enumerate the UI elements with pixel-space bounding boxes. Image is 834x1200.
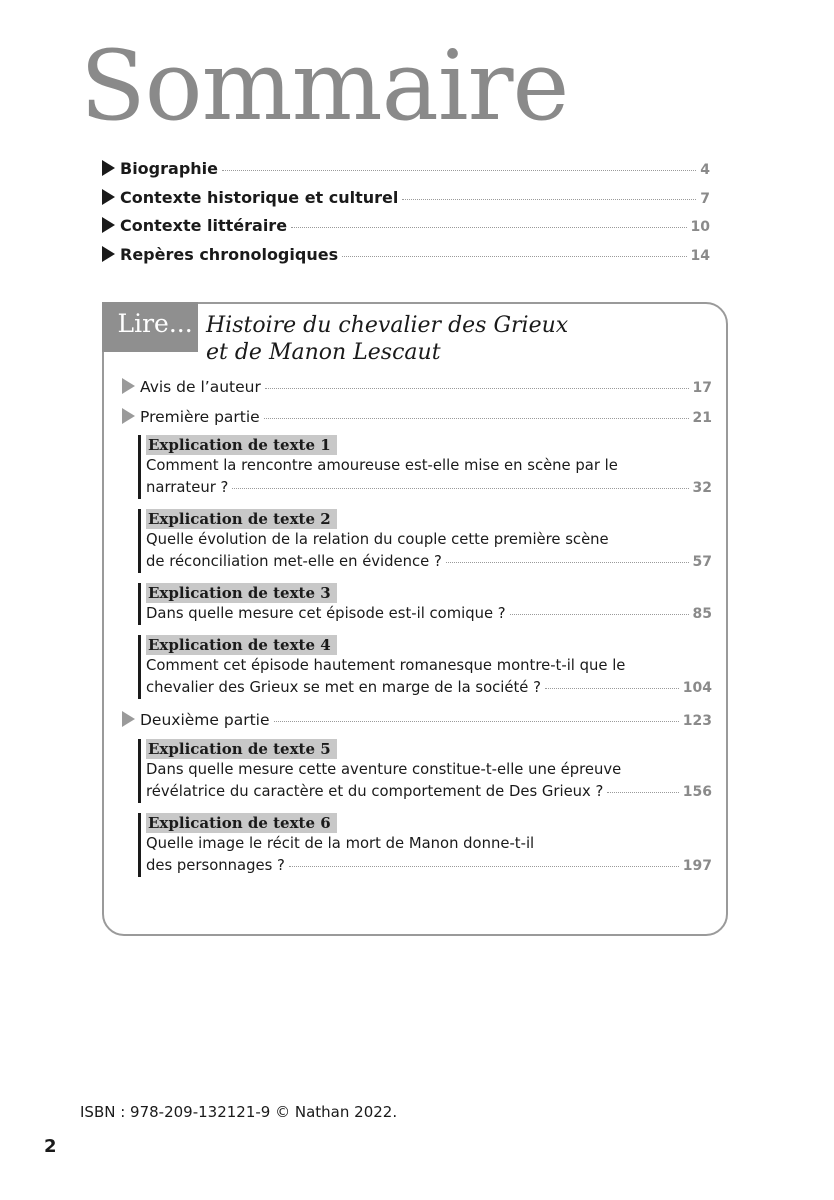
explication-3[interactable]	[138, 583, 712, 625]
triangle-bullet-icon	[122, 408, 135, 424]
toc-item-label: Avis de l’auteur	[140, 378, 261, 396]
leader-dots	[222, 170, 696, 171]
leader-dots	[264, 418, 689, 419]
toc-item-label: Première partie	[140, 407, 260, 426]
toc-item-page: 197	[682, 858, 712, 875]
triangle-bullet-icon	[102, 217, 115, 233]
toc-item-contexte-litteraire[interactable]	[102, 215, 710, 244]
toc-item-page: 7	[700, 190, 710, 207]
explication-heading: Explication de texte 5	[146, 739, 337, 759]
leader-dots	[545, 688, 679, 689]
toc-item-label: Contexte historique et culturel	[120, 187, 399, 207]
toc-item-avis[interactable]	[122, 376, 712, 406]
leader-dots	[265, 388, 689, 389]
explication-text: Dans quelle mesure cette aventure constitue-t-elle une épreuve	[146, 761, 622, 779]
explication-text: Comment cet épisode hautement romanesque montre-t-il que le	[146, 657, 626, 675]
toc-item-page: 123	[682, 713, 712, 730]
explication-text: Quelle image le récit de la mort de Manon donne-t-il	[146, 835, 535, 853]
toc-item-page: 21	[692, 409, 712, 426]
toc-item-contexte-historique[interactable]	[102, 187, 710, 216]
lire-toc	[122, 376, 712, 887]
leader-dots	[232, 488, 688, 489]
toc-item-page: 17	[692, 380, 712, 396]
explication-text: chevalier des Grieux se met en marge de la société ?	[146, 679, 541, 697]
leader-dots	[274, 721, 679, 722]
toc-item-deuxieme-partie[interactable]	[122, 709, 712, 739]
work-title-line: et de Manon Lescaut	[206, 340, 441, 365]
toc-item-page: 4	[700, 162, 710, 178]
leader-dots	[402, 199, 696, 200]
toc-item-premiere-partie[interactable]	[122, 406, 712, 436]
leader-dots	[510, 614, 689, 615]
toc-item-page: 14	[690, 248, 710, 265]
toc-item-reperes[interactable]	[102, 244, 710, 273]
explication-text: des personnages ?	[146, 857, 285, 875]
explication-heading: Explication de texte 6	[146, 813, 337, 833]
explication-text: Dans quelle mesure cet épisode est-il comique ?	[146, 605, 506, 623]
lire-tag: Lire...	[102, 302, 198, 352]
work-title	[206, 312, 568, 366]
toc-item-label: Deuxième partie	[140, 711, 270, 730]
leader-dots	[607, 792, 678, 793]
triangle-bullet-icon	[102, 189, 115, 205]
leader-dots	[289, 866, 679, 867]
triangle-bullet-icon	[122, 711, 135, 727]
triangle-bullet-icon	[122, 378, 135, 394]
explication-text: Comment la rencontre amoureuse est-elle mise en scène par le	[146, 457, 618, 475]
isbn-line: ISBN : 978-209-132121-9 © Nathan 2022.	[80, 1103, 398, 1121]
explication-4[interactable]	[138, 635, 712, 699]
toc-item-page: 57	[692, 554, 712, 571]
explication-6[interactable]	[138, 813, 712, 877]
explication-heading: Explication de texte 1	[146, 435, 337, 455]
triangle-bullet-icon	[102, 160, 115, 176]
toc-item-page: 32	[692, 480, 712, 497]
explication-heading: Explication de texte 4	[146, 635, 337, 655]
explication-text: narrateur ?	[146, 479, 229, 497]
triangle-bullet-icon	[102, 246, 115, 262]
toc-item-page: 10	[690, 219, 710, 236]
toc-item-label: Biographie	[120, 159, 218, 178]
toc-item-page: 85	[692, 606, 712, 623]
toc-item-label: Repères chronologiques	[120, 245, 339, 265]
leader-dots	[342, 256, 686, 257]
explication-heading: Explication de texte 2	[146, 509, 337, 529]
leader-dots	[446, 562, 689, 563]
toc-item-label: Contexte littéraire	[120, 216, 288, 236]
toc-item-page: 156	[682, 784, 712, 801]
explication-heading: Explication de texte 3	[146, 583, 337, 603]
toc-main	[102, 158, 710, 273]
explication-text: révélatrice du caractère et du comportement de Des Grieux ?	[146, 783, 604, 801]
page-number: 2	[44, 1136, 57, 1157]
page-title: Sommaire	[80, 30, 569, 142]
lire-section-box	[102, 302, 728, 936]
toc-item-page: 104	[682, 680, 712, 697]
toc-item-biographie[interactable]	[102, 158, 710, 187]
explication-2[interactable]	[138, 509, 712, 573]
explication-text: Quelle évolution de la relation du couple cette première scène	[146, 531, 609, 549]
explication-1[interactable]	[138, 435, 712, 499]
leader-dots	[291, 227, 686, 228]
explication-5[interactable]	[138, 739, 712, 803]
work-title-line: Histoire du chevalier des Grieux	[206, 313, 569, 338]
explication-text: de réconciliation met-elle en évidence ?	[146, 553, 442, 571]
